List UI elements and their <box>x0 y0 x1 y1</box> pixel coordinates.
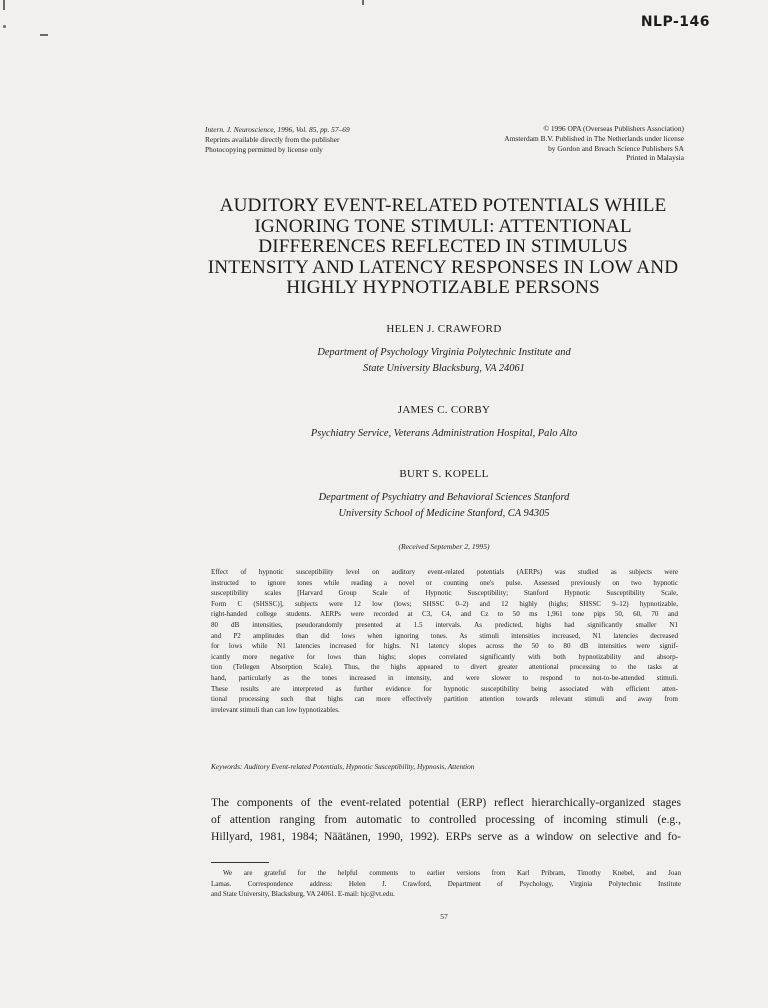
abstract-line: hand, particularly as the tones increased in intensity, and were slower to respond to not-to-be-attended stimuli. <box>211 673 678 682</box>
page-number: 57 <box>440 912 448 921</box>
affiliation-line: University School of Medicine Stanford, CA 94305 <box>338 507 550 519</box>
footnote <box>211 868 681 900</box>
abstract-line: These results are interpreted as further evidence for hypnotic susceptibility being associated with efficient atten- <box>211 684 678 693</box>
abstract-line: tion (Tellegen Absorption Scale). Thus, the highs appeared to divert greater attentional processing to the tasks at <box>211 663 678 672</box>
copyright-line: by Gordon and Breach Science Publishers SA <box>548 143 684 153</box>
body-line: The components of the event-related potential (ERP) reflect hierarchically-organized stages <box>211 796 681 809</box>
affiliation-line: Psychiatry Service, Veterans Administration Hospital, Palo Alto <box>310 428 578 439</box>
abstract-line: 80 dB intensities, pseudorandomly presented at 1.5 intervals. As predicted, highs had significantly smaller N1 <box>211 620 678 629</box>
abstract <box>211 567 678 715</box>
title-line: IGNORING TONE STIMULI: ATTENTIONAL <box>254 215 632 237</box>
author-affiliation <box>255 426 633 442</box>
body-line: of attention ranging from automatic to controlled processing of incoming stimuli (e.g., <box>211 813 681 826</box>
paper-title <box>200 196 686 299</box>
title-line: AUDITORY EVENT-RELATED POTENTIALS WHILE <box>219 195 667 216</box>
footnote-rule <box>211 862 269 863</box>
journal-citation <box>205 125 350 154</box>
affiliation-line: Department of Psychiatry and Behavioral Sciences Stanford <box>318 492 570 503</box>
footnote-line: and State University, Blacksburg, VA 24061. E-mail: hjc@vt.edu. <box>211 890 395 898</box>
affiliation-line: Department of Psychology Virginia Polytechnic Institute and <box>317 347 571 358</box>
abstract-line: and P2 amplitudes than did lows when ignoring tones. As stimuli intensities increased, N1 latencies decreased <box>211 631 678 640</box>
copyright-line: © 1996 OPA (Overseas Publishers Association) <box>543 124 684 133</box>
author-3 <box>255 468 633 521</box>
scan-artifact <box>40 34 48 36</box>
abstract-line: instructed to ignore tones while reading a novel or counting one's pulse. Assessed previously on two hypnotic <box>211 578 678 587</box>
copyright-line: Amsterdam B.V. Published in The Netherlands under license <box>504 133 684 143</box>
copyright-notice <box>394 124 684 163</box>
abstract-line: right-handed college students. AERPs were recorded at C3, C4, and Cz to 50 ms 1,961 tone pips 50, 60, 70 and <box>211 610 678 619</box>
received-date: (Received September 2, 1995) <box>398 542 490 551</box>
author-affiliation <box>255 490 633 521</box>
abstract-line: icantly more negative for lows than highs; slopes correlated significantly with both hypnotizability and absorp- <box>211 652 678 661</box>
abstract-line: susceptibility scales [Harvard Group Scale of Hypnotic Susceptibility; Stanford Hypnotic Susceptibility Scale, <box>211 589 678 598</box>
abstract-line: for lows while N1 latencies increased for highs. N1 latency slopes across the 50 to 80 dB intensities were signif- <box>211 642 678 651</box>
document-id: NLP-146 <box>640 14 710 30</box>
title-line: INTENSITY AND LATENCY RESPONSES IN LOW AND <box>207 256 679 278</box>
citation-line: Photocopying permitted by license only <box>205 144 323 154</box>
author-2 <box>255 404 633 442</box>
abstract-line: Form C (SHSSC)], subjects were 12 low (lows; SHSSC 0–2) and 12 highly (highs; SHSSC 9–12) hypnotizable, <box>211 599 678 608</box>
author-name: BURT S. KOPELL <box>399 468 489 480</box>
footnote-line: We are grateful for the helpful comments to earlier versions from Karl Pribram, Timothy Knebel, and Joan <box>223 869 681 877</box>
scan-artifact <box>362 0 364 5</box>
author-name: JAMES C. CORBY <box>397 404 491 416</box>
citation-line: Intern. J. Neuroscience, 1996, Vol. 85, pp. 57–69 <box>205 125 350 134</box>
author-name: HELEN J. CRAWFORD <box>386 323 502 335</box>
abstract-line: Effect of hypnotic susceptibility level on auditory event-related potentials (AERPs) was studied as subjects were <box>211 568 678 576</box>
body-line: Hillyard, 1981, 1984; Näätänen, 1990, 1992). ERPs serve as a window on selective and fo- <box>211 830 681 843</box>
body-paragraph <box>211 794 681 845</box>
abstract-line: tional processing such that highs can more effectively partition attention towards relevant stimuli and away from <box>211 695 678 704</box>
title-line: DIFFERENCES REFLECTED IN STIMULUS <box>258 236 628 257</box>
footnote-line: Lamas. Correspondence address: Helen J. Crawford, Department of Psychology, Virginia Polytechnic Institute <box>211 879 681 888</box>
title-line: HIGHLY HYPNOTIZABLE PERSONS <box>286 277 600 298</box>
copyright-line: Printed in Malaysia <box>626 153 684 163</box>
scan-artifact <box>3 0 5 10</box>
author-1 <box>255 323 633 376</box>
affiliation-line: State University Blacksburg, VA 24061 <box>363 362 525 374</box>
abstract-line: irrelevant stimuli than can low hypnotizables. <box>211 705 340 714</box>
scan-artifact <box>3 25 6 28</box>
citation-line: Reprints available directly from the publisher <box>205 134 340 144</box>
keywords: Keywords: Auditory Event-related Potentials, Hypnotic Susceptibility, Hypnosis, Attention <box>211 762 475 771</box>
author-affiliation <box>255 345 633 376</box>
